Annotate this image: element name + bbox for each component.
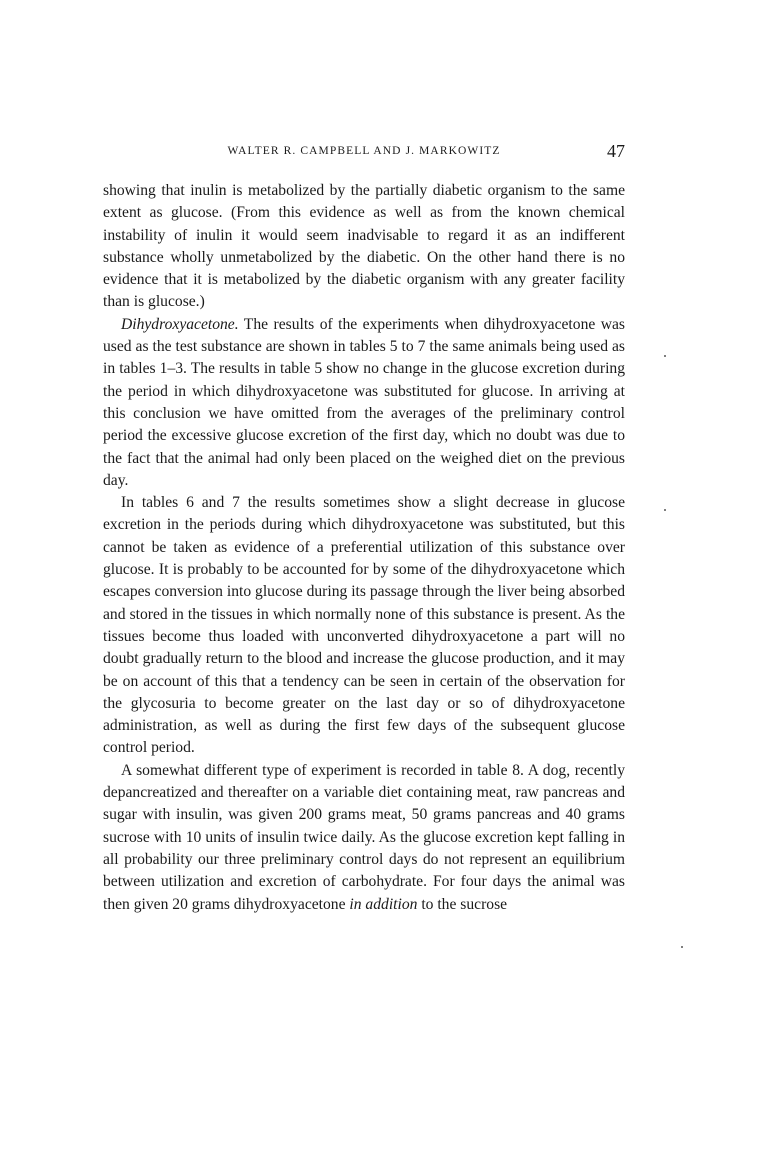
body-text <box>103 180 625 916</box>
running-title: WALTER R. CAMPBELL AND J. MARKOWITZ <box>227 145 501 157</box>
scan-speck <box>664 509 666 511</box>
paragraph-table-8 <box>103 760 625 916</box>
paragraph-tables-6-7 <box>103 492 625 760</box>
paragraph-text: The results of the experiments when dihydroxyacetone was used as the test substance are shown in tables 5 to 7 the same animals being used as in tables 1–3. The results in table 5 show no change in the glucose excretion during the period in which dihydroxyacetone was substituted for glucose. In arriving at this conclusion we have omitted from the averages of the preliminary control period the excessive glucose excretion of the first day, which no doubt was due to the fact that the animal had only been placed on the weighed diet on the previous day. <box>103 315 625 489</box>
paragraph-dihydroxyacetone <box>103 314 625 492</box>
running-head <box>103 141 625 163</box>
page-number: 47 <box>607 141 625 161</box>
paragraph-text: showing that inulin is metabolized by the partially diabetic organism to the same extent as glucose. (From this evidence as well as from the known chemical instability of inulin it would seem inadvisable to regard it as an indifferent substance wholly unmetabolized by the diabetic. On the other hand there is no evidence that it is metabolized by the diabetic organism with any greater facility than is glucose.) <box>103 182 625 311</box>
paragraph-text: A somewhat different type of experiment is recorded in table 8. A dog, recently depancreatized and thereafter on a variable diet containing meat, raw pancreas and sugar with insulin, was given 200 grams meat, 50 grams pancreas and 40 grams sucrose with 10 units of insulin twice daily. As the glucose excretion kept falling in all probability our three preliminary control days do not represent an equilibrium between utilization and excretion of carbohydrate. For four days the animal was then given 20 grams dihydroxyacetone <box>103 761 625 913</box>
emphasis-text: in addition <box>349 895 418 913</box>
paragraph-inulin-conclusion <box>103 180 625 314</box>
paragraph-text: In tables 6 and 7 the results sometimes show a slight decrease in glucose excretion in the periods during which dihydroxyacetone was substituted, but this cannot be taken as evidence of a preferential utilization of this substance over glucose. It is probably to be accounted for by some of the dihydroxyacetone which escapes conversion into glucose during its passage through the liver being absorbed and stored in the tissues in which normally none of this substance is present. As the tissues become thus loaded with unconverted dihydroxyacetone a part will no doubt gradually return to the blood and increase the glucose production, and it may be on account of this that a tendency can be seen in certain of the observation for the glycosuria to become greater on the last day or so of dihydroxyacetone administration, as well as during the first few days of the subsequent glucose control period. <box>103 494 625 757</box>
scan-speck <box>681 946 683 948</box>
paragraph-text: to the sucrose <box>417 895 508 913</box>
scan-speck <box>664 355 666 357</box>
section-lead-heading: Dihydroxyacetone. <box>121 315 239 333</box>
